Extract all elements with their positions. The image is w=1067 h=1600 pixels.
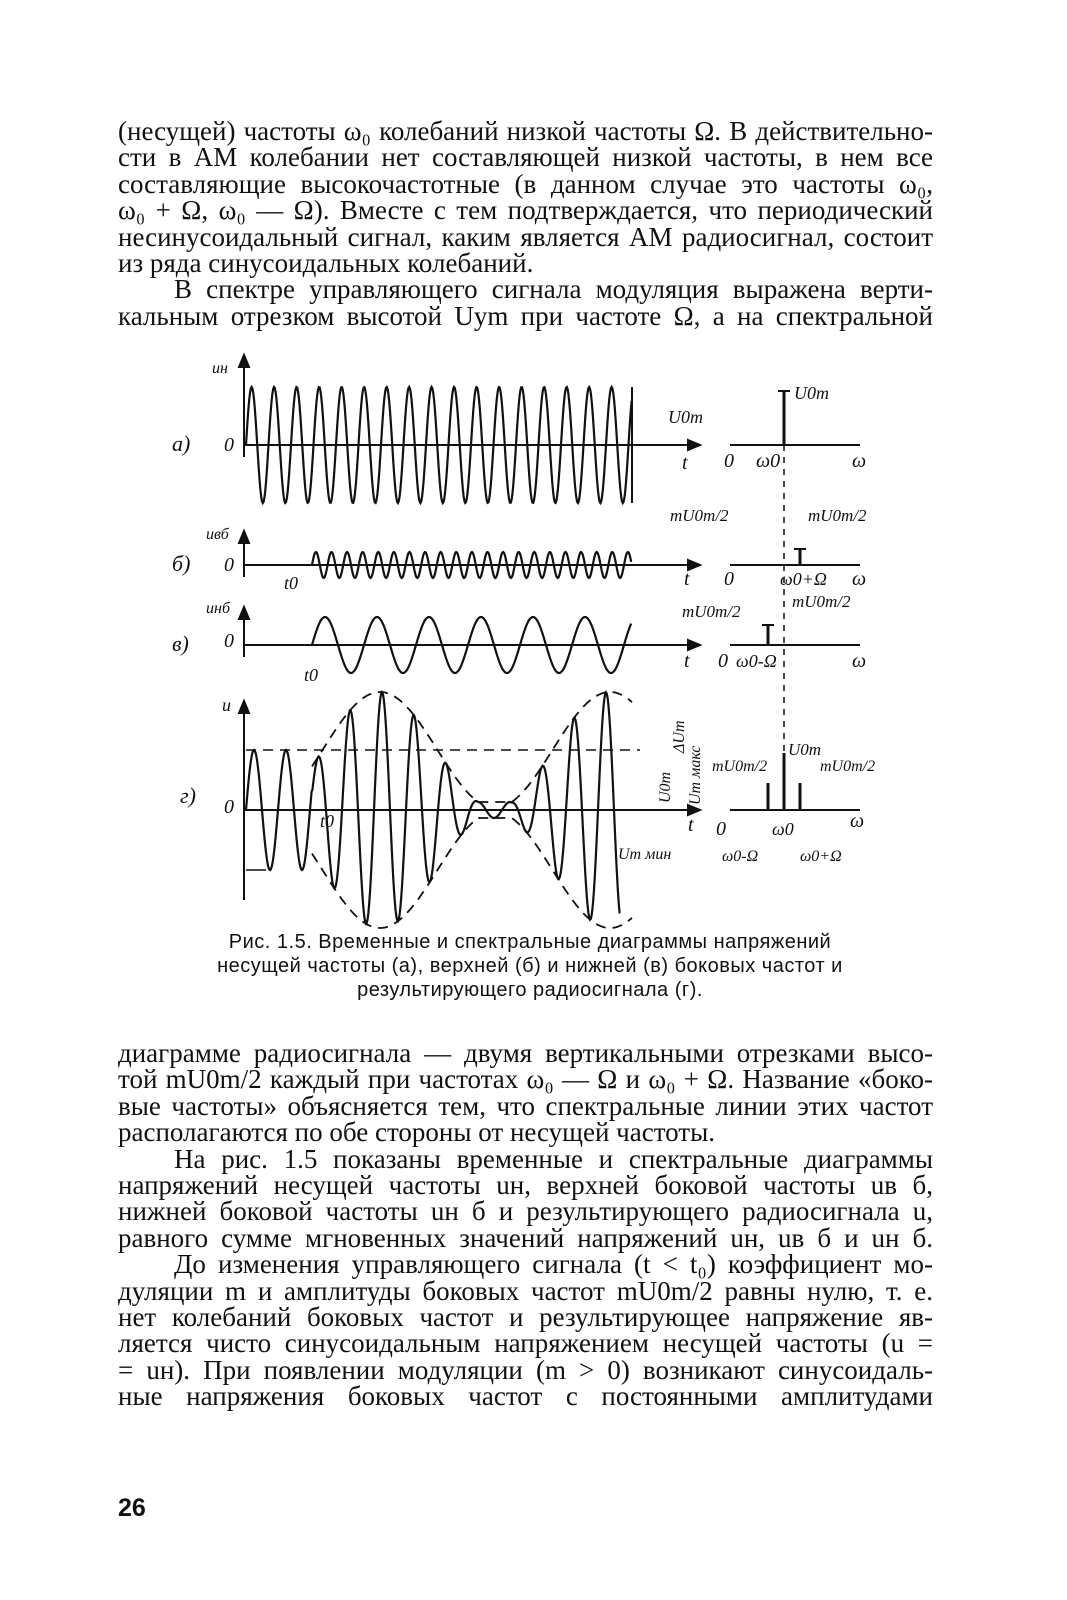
text-line: той mU0m/2 каждый при частотах ω₀ — Ω и ω₀ + Ω. Название «боко-	[118, 1064, 933, 1095]
text-line: ные напряжения боковых частот с постоянными амплитудами	[118, 1381, 933, 1412]
row-d-t: t	[688, 814, 694, 836]
row-c-amp: mU0m/2	[682, 602, 741, 621]
y-axis-arrow	[239, 531, 249, 543]
text-line: На рис. 1.5 показаны временные и спектральные диаграммы	[174, 1143, 933, 1174]
caption-line: Рис. 1.5. Временные и спектральные диаграммы напряжений	[228, 931, 832, 953]
row-d-ylabel: u	[222, 695, 231, 715]
row-d-amp: U0m	[657, 771, 674, 803]
y-axis-arrow	[239, 607, 249, 619]
caption-line: результирующего радиосигнала (г).	[357, 979, 703, 1001]
time-axis-arrow	[688, 640, 700, 650]
text-line: равного сумме мгновенных значений напряжений uн, uв б и uн б.	[118, 1222, 933, 1253]
row-d-side-right-freq: ω0+Ω	[800, 848, 842, 865]
row-b-spec-zero: 0	[724, 568, 734, 590]
text-line: напряжений несущей частоты uн, верхней боковой частоты uв б,	[118, 1170, 933, 1201]
text-line: нижней боковой частоты uн б и результирующего радиосигнала u,	[118, 1196, 933, 1227]
text-line: диаграмме радиосигнала — двумя вертикальными отрезками высо-	[118, 1038, 933, 1068]
row-a-omega: ω	[852, 450, 867, 472]
text-line: дуляции m и амплитуды боковых частот mU0m/2 равны нулю, т. е.	[118, 1275, 933, 1306]
text-line: В спектре управляющего сигнала модуляция выражена верти-	[174, 274, 933, 305]
text-line: составляющие высокочастотные (в данном случае это частоты ω₀,	[118, 168, 933, 199]
text-line: располагаются по обе стороны от несущей частоты.	[118, 1117, 715, 1148]
row-a-spec-freq: ω0	[756, 450, 781, 472]
row-c-letter: в)	[172, 631, 189, 656]
row-b-spec-amp: mU0m/2	[808, 506, 867, 525]
row-d-du: ΔUm	[671, 720, 688, 753]
row-d-spec-freq: ω0	[772, 819, 794, 839]
row-c-spec-freq: ω0-Ω	[736, 651, 777, 671]
text-line: До изменения управляющего сигнала (t < t₀) коэффициент мо-	[174, 1249, 933, 1280]
row-d-zero: 0	[224, 796, 234, 818]
row-c-t: t	[684, 650, 690, 672]
row-a-ylabel: uн	[212, 360, 228, 377]
top-paragraph	[118, 118, 933, 329]
row-c-zero: 0	[224, 630, 234, 652]
row-d-t0: t0	[320, 811, 335, 831]
row-d-omega: ω	[850, 810, 865, 832]
caption-line: несущей частоты (а), верхней (б) и нижней (в) боковых частот и	[217, 955, 843, 977]
row-d-spec-zero: 0	[716, 818, 726, 840]
y-axis-arrow	[239, 701, 249, 713]
text-line: сти в АМ колебании нет составляющей низкой частоты, в нем все	[118, 142, 933, 173]
row-b-letter: б)	[172, 551, 191, 576]
text-line: ω₀ + Ω, ω₀ — Ω). Вместе с тем подтверждается, что периодический	[118, 195, 933, 226]
text-line: вые частоты» объясняется тем, что спектральные линии этих частот	[118, 1090, 933, 1121]
row-a-spec-amp: U0m	[794, 383, 829, 403]
text-line: ляется чисто синусоидальным напряжением несущей частоты (u =	[118, 1328, 933, 1359]
row-d-umin: Um мин	[618, 846, 672, 863]
waveforms	[246, 387, 640, 928]
row-d-side-left-freq: ω0-Ω	[722, 848, 759, 865]
am-wave	[246, 692, 620, 924]
row-a-letter: а)	[172, 431, 191, 456]
row-d-side-right-amp: mU0m/2	[820, 758, 876, 775]
row-c-t0: t0	[304, 665, 319, 685]
row-d-umax: Um макс	[687, 745, 704, 805]
page-number: 26	[118, 1494, 146, 1522]
bottom-paragraph	[118, 1040, 933, 1410]
time-axis-arrow	[688, 560, 700, 570]
text-line: (несущей) частоты ω₀ колебаний низкой частоты Ω. В действительно-	[118, 116, 933, 146]
text-line: несинусоидальный сигнал, каким является АМ радиосигнал, состоит	[118, 221, 933, 252]
row-a-zero: 0	[224, 434, 234, 456]
text-line: = uн). При появлении модуляции (m > 0) возникают синусоидаль-	[118, 1354, 933, 1385]
row-b-zero: 0	[224, 554, 234, 576]
row-c-ylabel: uнб	[206, 600, 230, 617]
row-b-omega: ω	[852, 568, 867, 590]
figure-1-5	[172, 355, 900, 915]
row-d-spec-amp: U0m	[788, 740, 822, 759]
row-a-spec-zero: 0	[724, 450, 734, 472]
time-axis-arrow	[688, 440, 700, 450]
row-c-spec-zero: 0	[718, 650, 728, 672]
text-line: нет колебаний боковых частот и результирующее напряжение яв-	[118, 1302, 933, 1333]
row-c-spec-amp: mU0m/2	[792, 592, 851, 611]
row-b-t: t	[684, 568, 690, 590]
row-b-amp: mU0m/2	[670, 506, 729, 525]
row-c-omega: ω	[852, 650, 867, 672]
y-axis-arrow	[239, 355, 249, 367]
envelope-upper	[312, 692, 632, 802]
row-a-amp: U0m	[668, 407, 703, 427]
row-b-spec-freq: ω0+Ω	[780, 569, 827, 589]
row-d-letter: г)	[180, 783, 196, 808]
row-d-side-left-amp: mU0m/2	[712, 758, 768, 775]
figure-caption	[150, 930, 910, 1002]
row-b-ylabel: uвб	[206, 526, 229, 543]
row-a-t: t	[682, 452, 688, 474]
row-b-t0: t0	[284, 573, 299, 593]
text-line: кальным отрезком высотой Uуm при частоте Ω, а на спектральной	[118, 300, 933, 331]
text-line: из ряда синусоидальных колебаний.	[118, 248, 534, 279]
